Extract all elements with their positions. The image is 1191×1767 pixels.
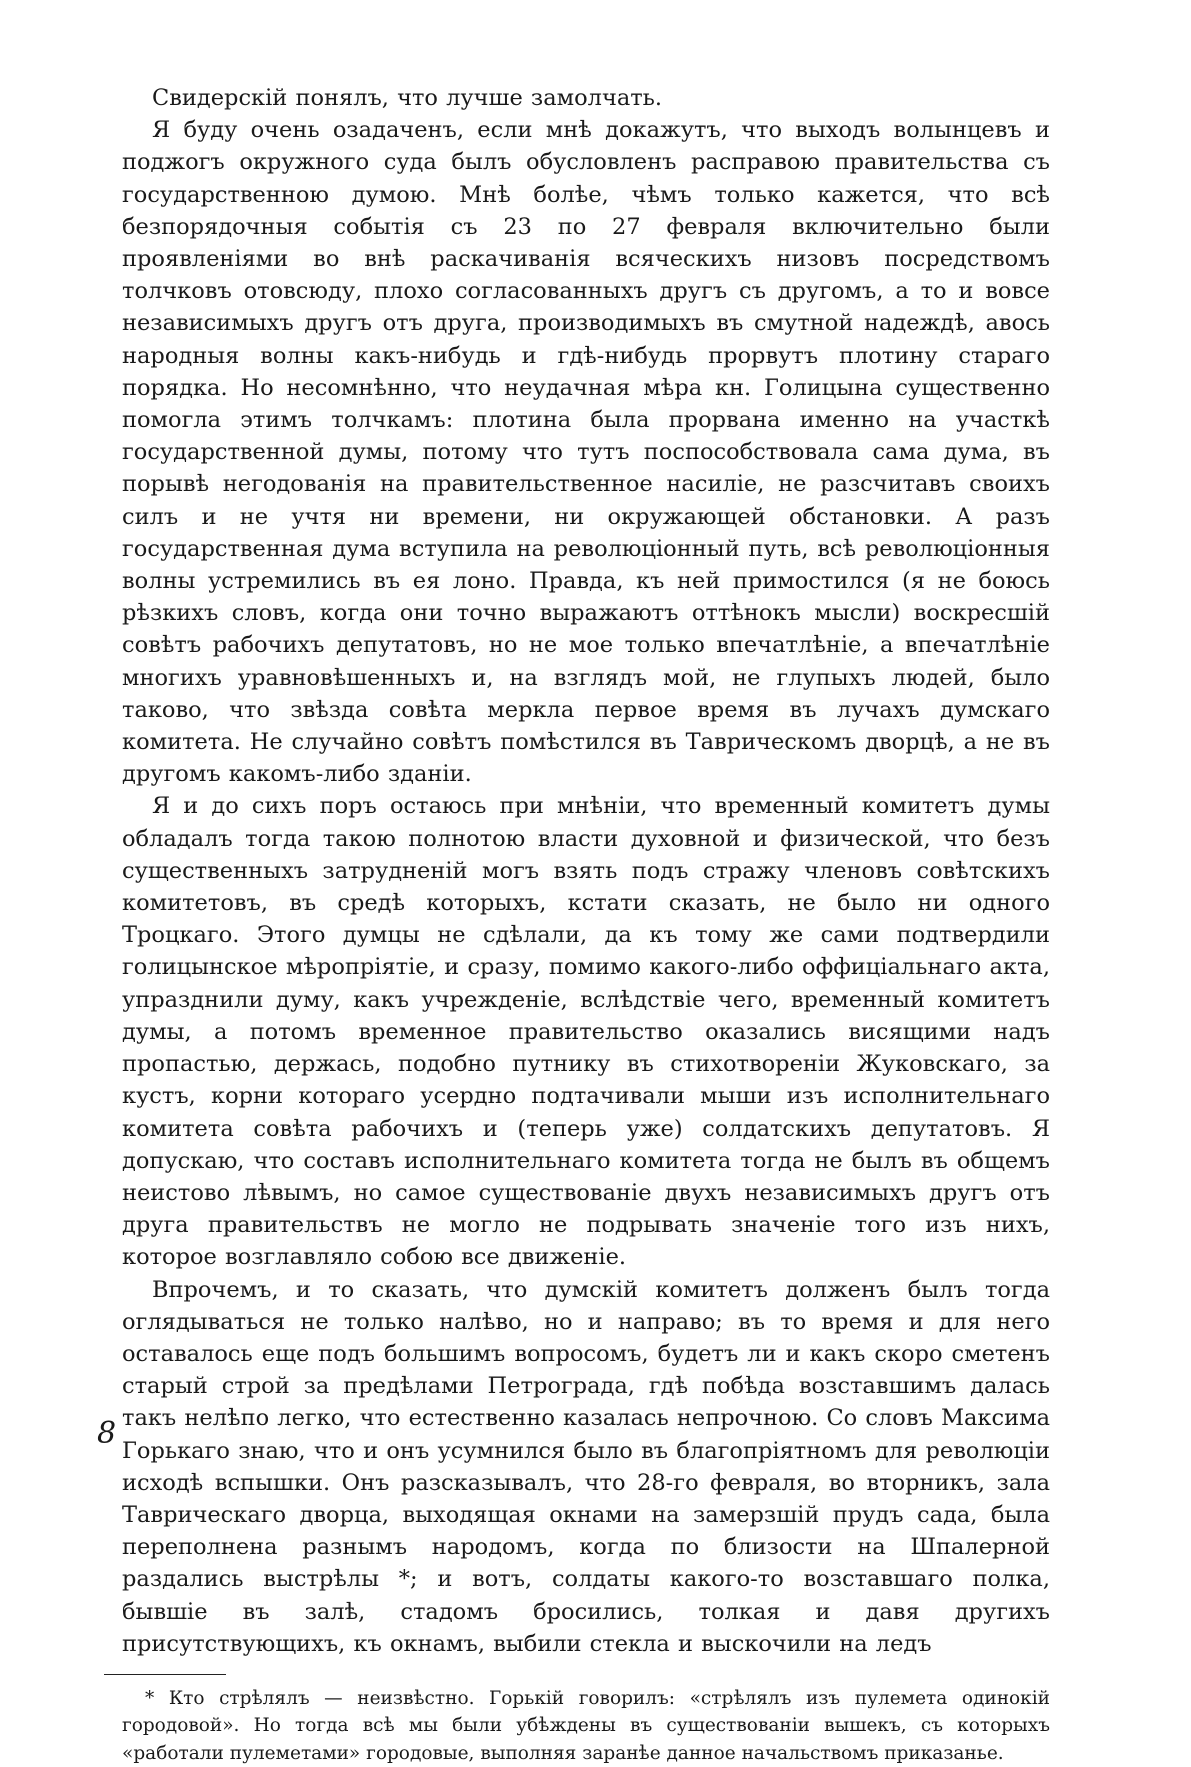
page-number: 8 bbox=[97, 1416, 117, 1451]
paragraph-1: Свидерскій понялъ, что лучше замолчать. bbox=[152, 85, 663, 111]
paragraph-3: Я и до сихъ поръ остаюсь при мнѣніи, что временный комитетъ думы обладалъ тогда такою полнотою власти духовной и физической, что безъ существенныхъ затрудненій могъ взять подъ стражу членовъ совѣтскихъ комитетовъ, въ средѣ которыхъ, кстати сказать, не было ни одного Троцкаго. Этого думцы не сдѣлали, да къ тому же сами подтвердили голицынское мѣропріятіе, и сразу, помимо какого-либо оффиціальнаго акта, упразднили думу, какъ учрежденіе, вслѣдствіе чего, временный комитетъ думы, а потомъ временное правительство оказались висящими надъ пропастью, держась, подобно путнику въ стихотвореніи Жуковскаго, за кустъ, корни котораго усердно подтачивали мыши изъ исполнительнаго комитета совѣта рабочихъ и (теперь уже) солдатскихъ депутатовъ. Я допускаю, что составъ исполнительнаго комитета тогда не былъ въ общемъ неистово лѣвымъ, но самое существованіе двухъ независимыхъ другъ отъ друга правительствъ не могло не подрывать значеніе того изъ нихъ, которое возглавляло собою все движеніе. bbox=[122, 793, 1050, 1271]
footnote: * Кто стрѣлялъ — неизвѣстно. Горькій говорилъ: «стрѣлялъ изъ пулемета одинокій городовой». Но тогда всѣ мы были убѣждены въ существованіи вышекъ, съ которыхъ «работали пулеметами» городовые, выполняя заранѣе данное начальствомъ приказанье. bbox=[122, 1687, 1050, 1764]
page-text-block bbox=[122, 82, 1050, 1767]
footnote-divider bbox=[104, 1674, 226, 1675]
paragraph-2: Я буду очень озадаченъ, если мнѣ докажутъ, что выходъ волынцевъ и поджогъ окружного суда былъ обусловленъ расправою правительства съ государственною думою. Мнѣ болѣе, чѣмъ только кажется, что всѣ безпорядочныя событія съ 23 по 27 февраля включительно были проявленіями во внѣ раскачиванія всяческихъ низовъ посредствомъ толчковъ отовсюду, плохо согласованныхъ другъ съ другомъ, а то и вовсе независимыхъ другъ отъ друга, производимыхъ въ смутной надеждѣ, авось народныя волны какъ-нибудь и гдѣ-нибудь прорвутъ плотину стараго порядка. Но несомнѣнно, что неудачная мѣра кн. Голицына существенно помогла этимъ толчкамъ: плотина была прорвана именно на участкѣ государственной думы, потому что тутъ поспособствовала сама дума, въ порывѣ негодованія на правительственное насиліе, не разсчитавъ своихъ силъ и не учтя ни времени, ни окружающей обстановки. А разъ государственная дума вступила на революціонный путь, всѣ революціонныя волны устремились въ ея лоно. Правда, къ ней примостился (я не боюсь рѣзкихъ словъ, когда они точно выражаютъ оттѣнокъ мысли) воскресшій совѣтъ рабочихъ депутатовъ, но не мое только впечатлѣніе, а впечатлѣніе многихъ уравновѣшенныхъ и, на взглядъ мой, не глупыхъ людей, было таково, что звѣзда совѣта меркла первое время въ лучахъ думскаго комитета. Не случайно совѣтъ помѣстился въ Таврическомъ дворцѣ, а не въ другомъ какомъ-либо зданіи. bbox=[122, 117, 1050, 788]
paragraph-4: Впрочемъ, и то сказать, что думскій комитетъ долженъ былъ тогда оглядываться не только налѣво, но и направо; въ то время и для него оставалось еще подъ большимъ вопросомъ, будетъ ли и какъ скоро сметенъ старый строй за предѣлами Петрограда, гдѣ побѣда возставшимъ далась такъ нелѣпо легко, что естественно казалась непрочною. Со словъ Максима Горькаго знаю, что и онъ усумнился было въ благопріятномъ для революціи исходѣ вспышки. Онъ разсказывалъ, что 28-го февраля, во вторникъ, зала Таврическаго дворца, выходящая окнами на замерзшій прудъ сада, была переполнена разнымъ народомъ, когда по близости на Шпалерной раздались выстрѣлы *; и вотъ, солдаты какого-то возставшаго полка, бывшіе въ залѣ, стадомъ бросились, толкая и давя другихъ присутствующихъ, къ окнамъ, выбили стекла и выскочили на ледъ bbox=[122, 1276, 1050, 1657]
